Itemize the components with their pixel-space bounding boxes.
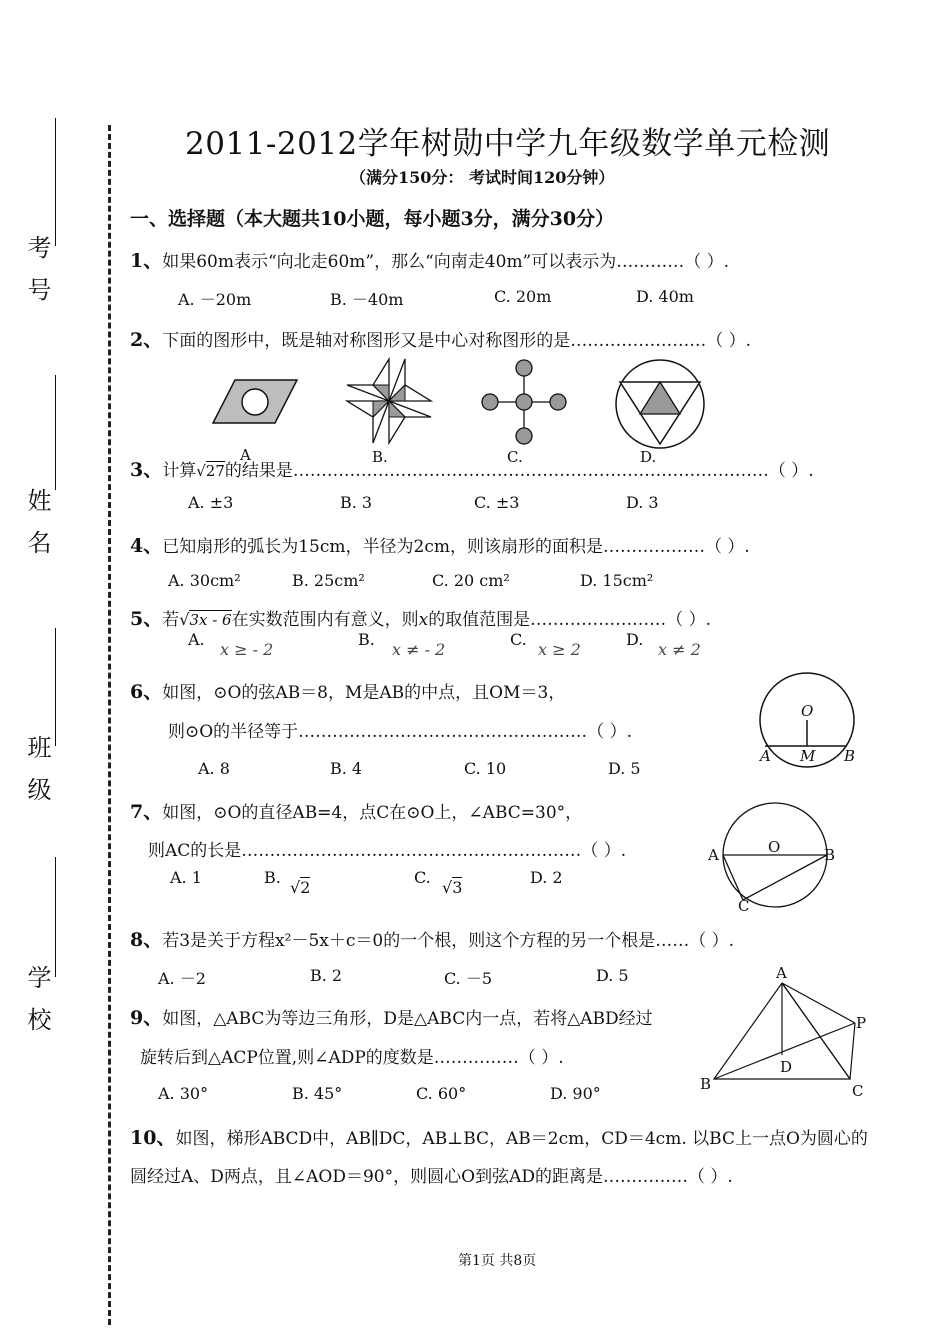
binding-dashed-line (108, 125, 111, 1325)
question-5: 5、若√3x - 6在实数范围内有意义，则x的取值范围是……………………（ ）. (130, 608, 711, 630)
option-b: B. 3 (340, 493, 373, 512)
radical-2: 2 (300, 878, 311, 897)
option-b-value: √2 (290, 878, 311, 897)
option-d-letter: D. (626, 630, 644, 649)
question-3: 3、计算√27的结果是…………………………………………………………………………（ ）. (130, 459, 814, 481)
option-b: B. 45° (292, 1084, 343, 1103)
school-line (55, 857, 56, 977)
option-c: C. ±3 (474, 493, 520, 512)
figure-label-o: O (768, 838, 781, 856)
figure-label-c: C (738, 897, 750, 915)
class-label: 班级 (23, 735, 51, 819)
option-c: C. －5 (444, 969, 493, 988)
figure-label-m: M (800, 747, 816, 765)
question-8 (130, 925, 734, 952)
option-c-letter: C. (414, 868, 431, 887)
question-text: 若3是关于方程x²－5x＋c＝0的一个根，则这个方程的另一个根是……（ ）. (162, 931, 734, 951)
question-number: 10、 (130, 1127, 176, 1149)
option-a: A. ±3 (188, 493, 234, 512)
figure-pinwheel (343, 355, 435, 447)
option-d: D. 90° (550, 1084, 601, 1103)
option-a: A. 30cm² (168, 571, 241, 590)
figure-label-b: B (824, 846, 836, 864)
figure-label-b: B. (372, 448, 388, 466)
figure-label-d: D. (640, 448, 657, 466)
question-text-line1: 如图，⊙O的直径AB=4，点C在⊙O上，∠ABC=30°， (162, 803, 583, 823)
option-a: A. 30° (158, 1084, 209, 1103)
question-6 (130, 677, 565, 704)
class-line (55, 628, 56, 746)
question-9 (130, 1003, 653, 1030)
figure-circle-cross (478, 358, 570, 450)
figure-parallelogram (205, 375, 305, 430)
page-subtitle: （满分150分： 考试时间120分钟） (350, 168, 615, 187)
question-6-line2: 则⊙O的半径等于……………………………………………（ ）. (168, 722, 632, 742)
question-10-line2: 圆经过A、D两点，且∠AOD＝90°，则圆心O到弦AD的距离是……………（ ）. (130, 1167, 733, 1187)
figure-label-b: B (700, 1075, 712, 1093)
option-b-letter: B. (264, 868, 281, 887)
question-number: 4、 (130, 535, 163, 557)
option-a: A. －2 (158, 969, 206, 988)
option-d: D. 5 (608, 759, 641, 778)
option-d: D. 15cm² (580, 571, 654, 590)
option-a-letter: A. (188, 630, 205, 649)
option-c-letter: C. (510, 630, 527, 649)
option-b-letter: B. (358, 630, 375, 649)
option-d-value: x ≠ 2 (658, 640, 701, 659)
figure-label-p: P (856, 1014, 867, 1032)
option-a-value: x ≥ - 2 (220, 640, 274, 659)
figure-label-a: A (240, 446, 251, 464)
option-c: C. 20 cm² (432, 571, 510, 590)
question-7-line2: 则AC的长是……………………………………………………（ ）. (148, 841, 627, 861)
option-a: A. 8 (198, 759, 230, 778)
option-c: C. 20m (494, 287, 552, 306)
school-label: 学校 (23, 965, 51, 1049)
question-text-line1: 如图，⊙O的弦AB＝8，M是AB的中点，且OM＝3， (162, 683, 566, 703)
question-number: 8、 (130, 929, 163, 951)
question-text: 已知扇形的弧长为15cm，半径为2cm，则该扇形的面积是………………（ ）. (162, 537, 750, 557)
page-footer: 第1页 共8页 (458, 1253, 537, 1269)
option-d: D. 40m (636, 287, 694, 306)
figure-label-c: C (852, 1082, 864, 1100)
option-a: A. －20m (178, 290, 252, 309)
question-text: 如果60m表示“向北走60m”，那么“向南走40m”可以表示为…………（ ）. (162, 252, 730, 272)
option-b: B. －40m (330, 290, 404, 309)
question-number: 5、 (130, 608, 163, 630)
option-c-value: √3 (442, 878, 463, 897)
name-label: 姓名 (23, 488, 51, 572)
option-d: D. 3 (626, 493, 659, 512)
figure-label-a: A (760, 747, 771, 765)
figure-label-o: O (801, 702, 814, 720)
figure-label-c: C. (507, 448, 523, 466)
question-number: 9、 (130, 1007, 163, 1029)
section-heading: 一、选择题（本大题共10小题，每小题3分，满分30分） (130, 208, 615, 230)
question-7 (130, 797, 582, 824)
figure-label-a: A (708, 846, 719, 864)
question-text-mid: 在实数范围内有意义，则 (231, 610, 419, 630)
question-number: 1、 (130, 250, 163, 272)
question-number: 6、 (130, 681, 163, 703)
question-text-pre: 计算 (162, 461, 197, 481)
question-9-line2: 旋转后到△ACP位置,则∠ADP的度数是……………（ ）. (140, 1048, 564, 1068)
option-a: A. 1 (170, 868, 202, 887)
figure-label-d: D (780, 1058, 793, 1076)
question-4 (130, 531, 750, 558)
figure-label-b: B (844, 747, 856, 765)
name-line (55, 375, 56, 490)
radical-27: 27 (205, 462, 225, 480)
page-title: 2011-2012学年树勋中学九年级数学单元检测 (185, 126, 831, 162)
question-10 (130, 1123, 868, 1150)
option-c: C. 60° (416, 1084, 467, 1103)
question-text-line1: 如图，梯形ABCD中，AB∥DC，AB⊥BC，AB＝2cm，CD＝4cm. 以BC上一点O为圆心的 (175, 1129, 868, 1149)
option-c: C. 10 (464, 759, 507, 778)
figure-circle-diameter (715, 800, 835, 915)
option-b: B. 4 (330, 759, 363, 778)
option-d: D. 2 (530, 868, 563, 887)
option-b: B. 2 (310, 966, 343, 985)
exam-number-line (55, 118, 56, 246)
radical-expression: 3x - 6 (189, 611, 232, 629)
question-1 (130, 246, 729, 273)
question-text-pre: 若 (162, 610, 180, 630)
exam-number-label: 考号 (23, 235, 51, 319)
question-text-post: 的结果是…………………………………………………………………………（ ）. (224, 461, 814, 481)
option-b-value: x ≠ - 2 (392, 640, 446, 659)
option-d: D. 5 (596, 966, 629, 985)
question-number: 7、 (130, 801, 163, 823)
question-2 (130, 325, 751, 352)
radical-3: 3 (452, 878, 463, 897)
question-number: 2、 (130, 329, 163, 351)
question-number: 3、 (130, 459, 163, 481)
option-b: B. 25cm² (292, 571, 365, 590)
question-text-post: 的取值范围是……………………（ ）. (428, 610, 711, 630)
question-text-line1: 如图，△ABC为等边三角形，D是△ABC内一点，若将△ABD经过 (162, 1009, 653, 1029)
option-c-value: x ≥ 2 (538, 640, 581, 659)
question-text: 下面的图形中，既是轴对称图形又是中心对称图形的是……………………（ ）. (162, 331, 752, 351)
variable-x: x (418, 610, 429, 630)
figure-label-a: A (776, 964, 787, 982)
figure-circle-triangle (612, 356, 708, 452)
